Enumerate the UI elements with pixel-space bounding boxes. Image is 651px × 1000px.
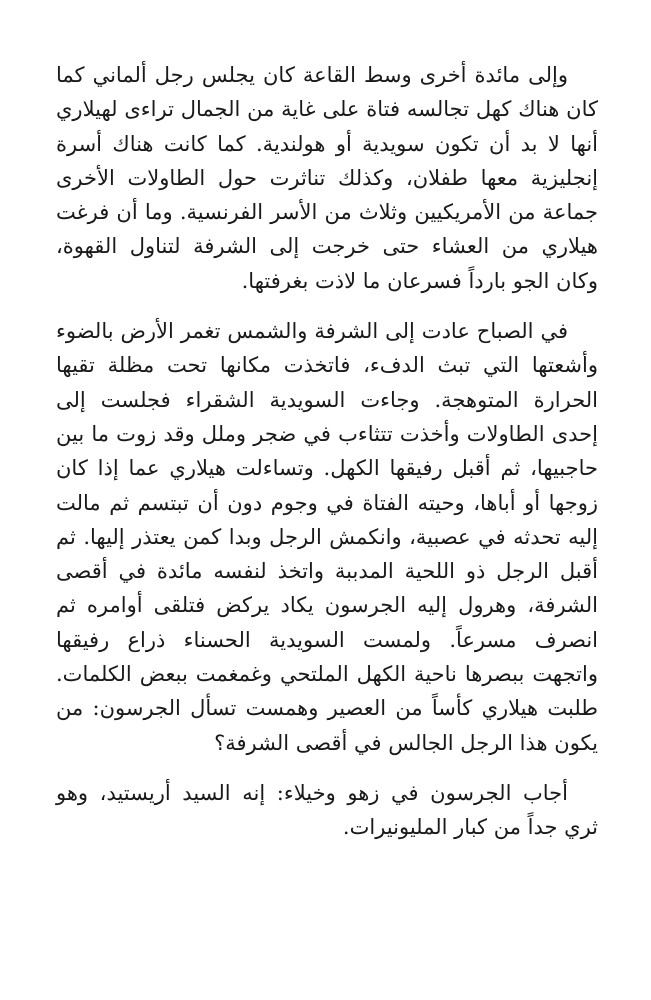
paragraph-morning-terrace: في الصباح عادت إلى الشرفة والشمس تغمر الأرض بالضوء وأشعتها التي تبث الدفء، فاتخذت مكانها تحت مظلة تقيها الحرارة المتوهجة. وجاءت السويدية الشقراء فجلست إلى إحدى الطاولات وأخذت تتثاءب في ضجر وملل وقد زوت ما بين حاجبيها، ثم أقبل رفيقها الكهل. وتساءلت هيلاري عما إذا كان زوجها أو أباها، وحيته الفتاة في وجوم دون أن تبتسم ثم مالت إليه تحدثه في عصبية، وانكمش الرجل وبدا كمن يعتذر إليها. ثم أقبل الرجل ذو اللحية المدببة واتخذ لنفسه مائدة في أقصى الشرفة، وهرول إليه الجرسون يكاد يركض فتلقى أوامره ثم انصرف مسرعاً. ولمست السويدية الحسناء ذراع رفيقها واتجهت ببصرها ناحية الكهل الملتحي وغمغمت ببعض الكلمات. طلبت هيلاري كأساً من العصير وهمست تسأل الجرسون: من يكون هذا الرجل الجالس في أقصى الشرفة؟ [56,319,598,755]
book-page [56,58,598,845]
paragraph-dinner: وإلى مائدة أخرى وسط القاعة كان يجلس رجل ألماني كما كان هناك كهل تجالسه فتاة على غاية من الجمال تراءى لهيلاري أنها لا بد أن تكون سويدية أو هولندية. كما كانت هناك أسرة إنجليزية معها طفلان، وكذلك تناثرت حول الطاولات الأخرى جماعة من الأمريكيين وثلاث من الأسر الفرنسية. وما أن فرغت هيلاري من العشاء حتى خرجت إلى الشرفة لتناول القهوة، وكان الجو بارداً فسرعان ما لاذت بغرفتها. [56,63,598,293]
paragraph-waiter-answer: أجاب الجرسون في زهو وخيلاء: إنه السيد أريستيد، وهو ثري جداً من كبار المليونيرات. [56,780,598,840]
